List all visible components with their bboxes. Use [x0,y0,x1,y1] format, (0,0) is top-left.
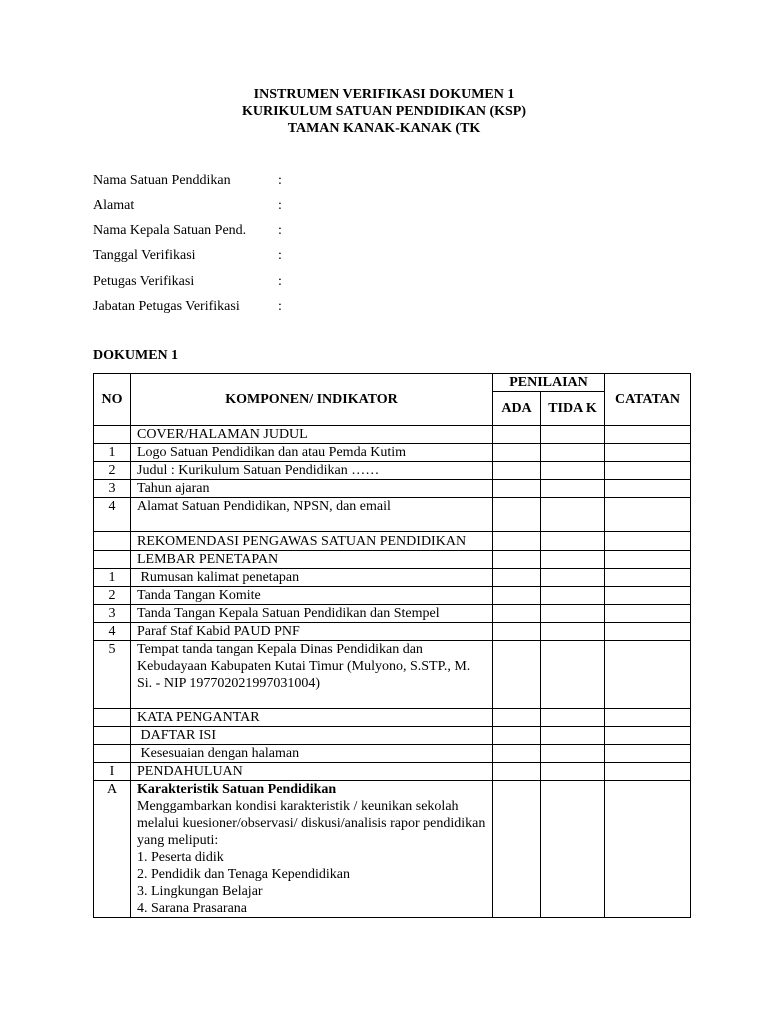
indicator-text: Logo Satuan Pendidikan dan atau Pemda Kutim [131,444,493,462]
row-number: 4 [94,623,131,641]
table-row [94,727,691,745]
field-label: Alamat [93,198,135,213]
field-tanggal [93,247,282,264]
header-no: NO [94,374,131,426]
indicator-text: Kesesuaian dengan halaman [131,745,493,763]
field-separator: : [278,173,282,188]
title-line-3: TAMAN KANAK-KANAK (TK [287,121,481,136]
verification-table [93,373,691,918]
table-row [94,641,691,709]
header-penilaian: PENILAIAN [493,374,605,392]
indicator-text: Rumusan kalimat penetapan [131,569,493,587]
header-tidak: TIDA K [541,392,605,426]
indicator-cell [131,781,493,918]
title-line-2: KURIKULUM SATUAN PENDIDIKAN (KSP) [241,104,527,119]
list-item: 3. Lingkungan Belajar [137,884,263,899]
field-label: Nama Satuan Penddikan [93,173,231,188]
indicator-text: Judul : Kurikulum Satuan Pendidikan …… [131,462,493,480]
table-row [94,587,691,605]
section-title: KATA PENGANTAR [131,709,493,727]
table-row [94,745,691,763]
field-jabatan [93,298,282,315]
field-label: Nama Kepala Satuan Pend. [93,223,247,238]
section-title: LEMBAR PENETAPAN [131,551,493,569]
field-alamat [93,197,282,214]
field-separator: : [278,223,282,238]
table-row [94,605,691,623]
field-label: Jabatan Petugas Verifikasi [93,299,240,314]
subsection-title: Karakteristik Satuan Pendidikan [137,782,337,797]
section-heading: DOKUMEN 1 [93,348,179,363]
table-row [94,498,691,532]
table-row [94,763,691,781]
section-title: REKOMENDASI PENGAWAS SATUAN PENDIDIKAN [131,532,493,551]
row-number: 4 [94,498,131,532]
field-petugas [93,273,282,290]
row-number: 1 [94,444,131,462]
section-title: PENDAHULUAN [131,763,493,781]
table-row [94,480,691,498]
title-line-1: INSTRUMEN VERIFIKASI DOKUMEN 1 [253,87,515,102]
list-item: 1. Peserta didik [137,850,224,865]
table-row [94,781,691,918]
table-row [94,709,691,727]
row-number: 3 [94,480,131,498]
header-komponen: KOMPONEN/ INDIKATOR [131,374,493,426]
field-separator: : [278,248,282,263]
row-number: 2 [94,462,131,480]
table-row [94,569,691,587]
field-nama-kepala [93,222,282,239]
indicator-text: Alamat Satuan Pendidikan, NPSN, dan email [131,498,493,532]
header-ada: ADA [493,392,541,426]
field-label: Petugas Verifikasi [93,274,195,289]
field-label: Tanggal Verifikasi [93,248,196,263]
table-row [94,623,691,641]
row-number: I [94,763,131,781]
header-catatan: CATATAN [605,374,691,426]
indicator-text: Tanda Tangan Kepala Satuan Pendidikan dan Stempel [131,605,493,623]
row-number: 3 [94,605,131,623]
table-row [94,444,691,462]
indicator-description: Menggambarkan kondisi karakteristik / keunikan sekolah melalui kuesioner/observasi/ diskusi/analisis rapor pendidikan yang meliputi: [137,799,486,848]
document-title [0,86,768,137]
row-number: 5 [94,641,131,709]
row-number: 2 [94,587,131,605]
row-number: 1 [94,569,131,587]
field-separator: : [278,299,282,314]
list-item: 2. Pendidik dan Tenaga Kependidikan [137,867,350,882]
table-row [94,462,691,480]
table-row [94,551,691,569]
indicator-text: Tahun ajaran [131,480,493,498]
field-separator: : [278,198,282,213]
table-row [94,426,691,444]
indicator-text: Tanda Tangan Komite [131,587,493,605]
section-title: COVER/HALAMAN JUDUL [131,426,493,444]
indicator-text: Tempat tanda tangan Kepala Dinas Pendidikan dan Kebudayaan Kabupaten Kutai Timur (Mulyono, S.STP., M. Si. - NIP 197702021997031004) [131,641,493,709]
list-item: 4. Sarana Prasarana [137,901,248,916]
field-nama-satuan [93,172,282,189]
field-separator: : [278,274,282,289]
table-row [94,532,691,551]
section-title: DAFTAR ISI [131,727,493,745]
row-number: A [94,781,131,918]
indicator-text: Paraf Staf Kabid PAUD PNF [131,623,493,641]
